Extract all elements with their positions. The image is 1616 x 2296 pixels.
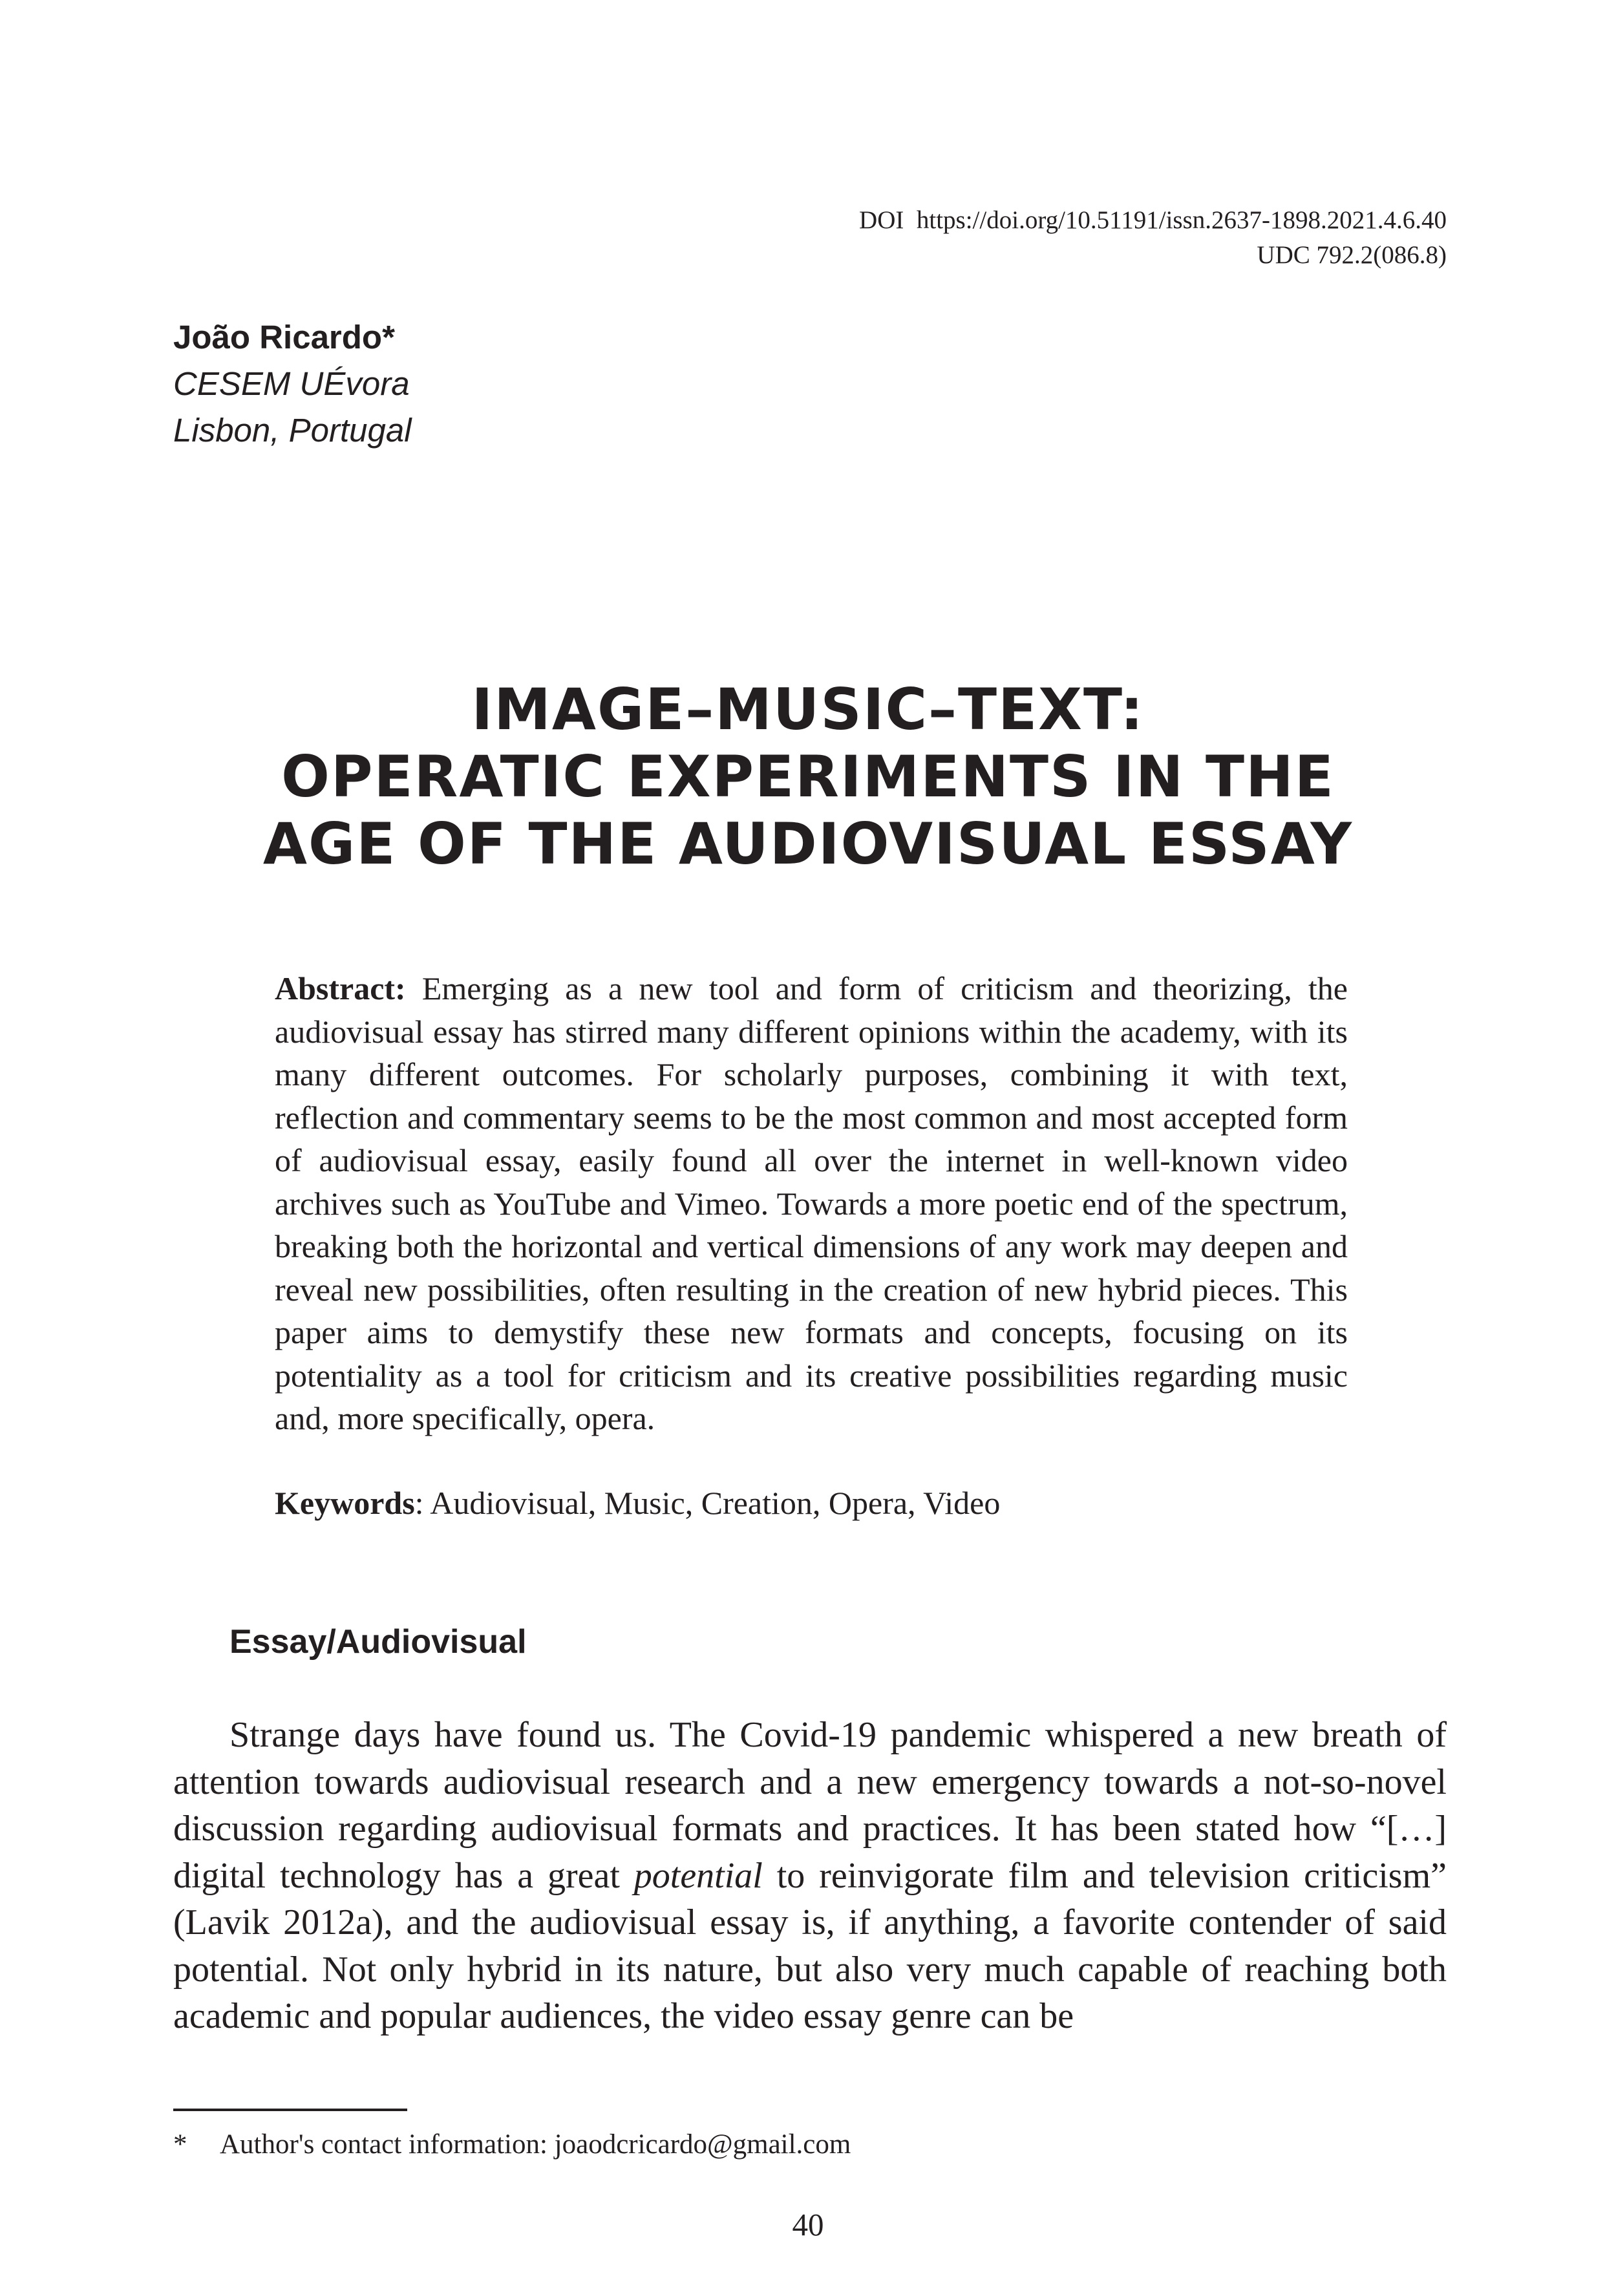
footnote-marker: * [173, 2129, 187, 2160]
paragraph-text-2: to reinvigorate film and television criticism” (Lavik 2012a), and the audiovisual essay is, if anything, a favorite contender of said potential. Not only hybrid in its nature, but also very much capable of reaching both academic and popular audiences, the video essay genre can be [173, 1855, 1447, 2036]
author-institution: CESEM UÉvora [173, 365, 410, 402]
udc-code: UDC 792.2(086.8) [1257, 241, 1447, 269]
title-line-1: IMAGE–MUSIC–TEXT: [471, 676, 1145, 743]
paragraph-emphasis: potential [633, 1855, 763, 1896]
keywords-text: : Audiovisual, Music, Creation, Opera, Video [414, 1485, 1001, 1521]
author-block [173, 314, 412, 454]
article-title [0, 676, 1616, 878]
footnote-text: Author's contact information: joaodcricardo@gmail.com [220, 2129, 851, 2160]
keywords [275, 1482, 1348, 1524]
title-line-2: OPERATIC EXPERIMENTS IN THE [281, 743, 1335, 810]
title-line-3: AGE OF THE AUDIOVISUAL ESSAY [262, 811, 1354, 877]
keywords-label: Keywords [275, 1485, 415, 1521]
author-location: Lisbon, Portugal [173, 412, 412, 449]
author-name: João Ricardo* [173, 319, 395, 356]
abstract [275, 967, 1348, 1440]
footnote-divider [173, 2109, 407, 2111]
doi-link[interactable]: https://doi.org/10.51191/issn.2637-1898.2021.4.6.40 [916, 206, 1447, 234]
body-paragraph [173, 1712, 1447, 2040]
page-number: 40 [792, 2207, 824, 2242]
paragraph-text-1: Strange days have found us. The Covid-19 pandemic whispered a new breath of attention towards audiovisual research and a new emergency towards a not-so-novel discussion regarding audiovisual formats and practices. It has been stated how “[…] digital technology has a great [173, 1715, 1447, 1896]
doi-block [859, 203, 1447, 273]
doi-line [859, 203, 1447, 238]
abstract-text: Emerging as a new tool and form of criticism and theorizing, the audiovisual essay has stirred many different opinions within the academy, with its many different outcomes. For scholarly purposes, combining it with text, reflection and commentary seems to be the most common and most accepted form of audiovisual essay, easily found all over the internet in well-known video archives such as YouTube and Vimeo. Towards a more poetic end of the spectrum, breaking both the horizontal and vertical dimensions of any work may deepen and reveal new possibilities, often resulting in the creation of new hybrid pieces. This paper aims to demystify these new formats and concepts, focusing on its potentiality as a tool for criticism and its creative possibilities regarding music and, more specifically, opera. [275, 970, 1348, 1436]
section-heading: Essay/Audiovisual [229, 1623, 527, 1661]
abstract-label: Abstract: [275, 970, 406, 1006]
footnote [173, 2127, 851, 2163]
doi-label: DOI [859, 206, 904, 234]
